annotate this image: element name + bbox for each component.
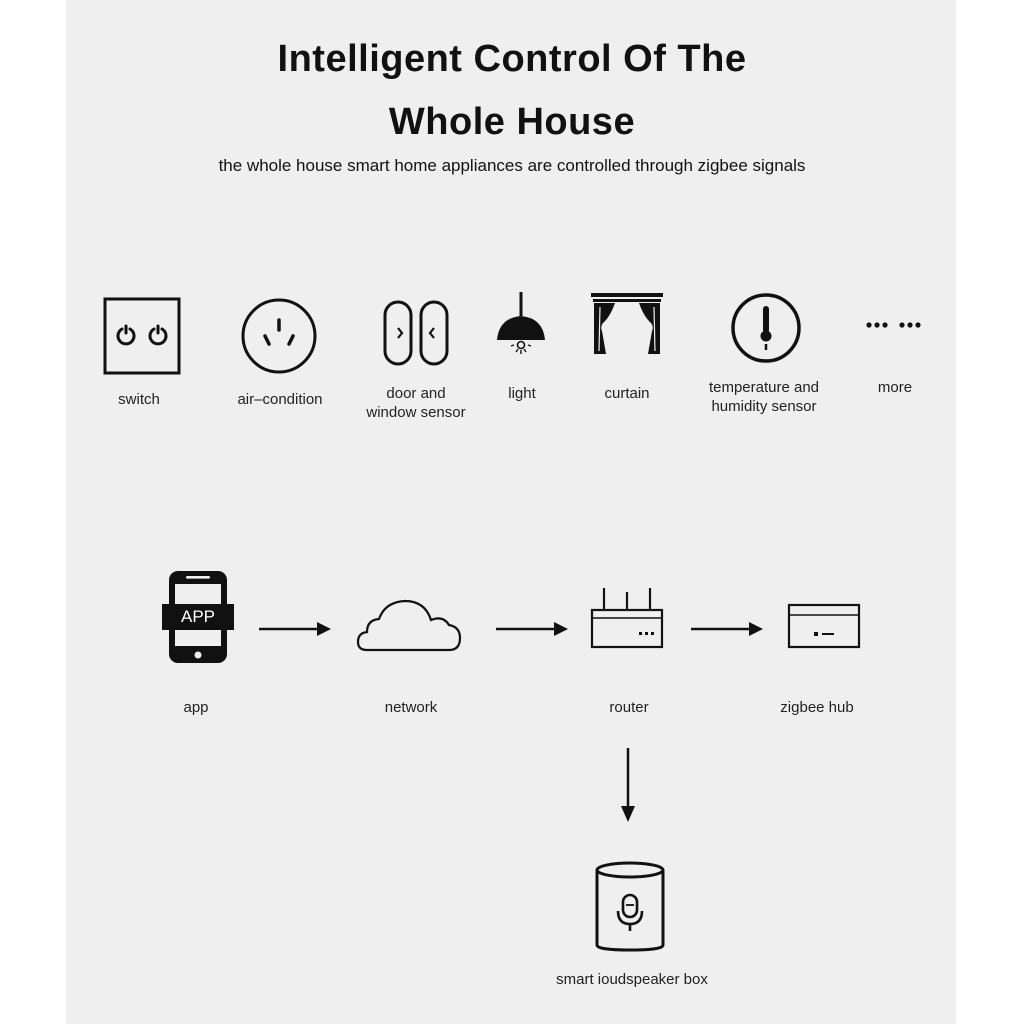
device-label-more: more <box>877 379 913 396</box>
cloud-icon <box>357 598 461 654</box>
device-label-door-window-sensor: door and window sensor <box>366 385 466 421</box>
app-badge-text: APP <box>180 607 216 626</box>
pendant-light-icon <box>494 292 548 356</box>
switch-icon <box>103 297 181 375</box>
flow-label-smart-speaker: smart ioudspeaker box <box>556 971 708 988</box>
subtitle: the whole house smart home appliances are controlled through zigbee signals <box>218 156 806 175</box>
air-condition-icon <box>240 298 318 376</box>
device-label-temperature-humidity-sensor: temperature and humidity sensor <box>708 379 820 415</box>
app-phone <box>162 570 234 664</box>
smart-speaker-icon <box>594 861 666 953</box>
device-label-light: light <box>508 385 536 402</box>
thermometer-icon <box>730 292 802 364</box>
flow-label-network: network <box>384 699 438 716</box>
arrow-right-2 <box>496 620 568 638</box>
arrow-right-1 <box>259 620 331 638</box>
flow-label-app: app <box>183 699 209 716</box>
zigbee-hub-icon <box>787 603 861 649</box>
arrow-down <box>619 748 637 822</box>
diagram-panel <box>66 0 956 1024</box>
device-label-curtain: curtain <box>604 385 650 402</box>
curtain-icon <box>591 293 663 355</box>
flow-label-router: router <box>609 699 649 716</box>
router-icon <box>590 588 664 650</box>
title-line-2: Whole House <box>388 101 636 143</box>
device-label-switch: switch <box>118 391 160 408</box>
title-line-1: Intelligent Control Of The <box>277 38 747 80</box>
more-dots-icon <box>866 320 922 330</box>
flow-label-zigbee-hub: zigbee hub <box>780 699 854 716</box>
device-label-air-condition: air–condition <box>237 391 323 408</box>
door-window-sensor-icon <box>383 300 449 366</box>
arrow-right-3 <box>691 620 763 638</box>
